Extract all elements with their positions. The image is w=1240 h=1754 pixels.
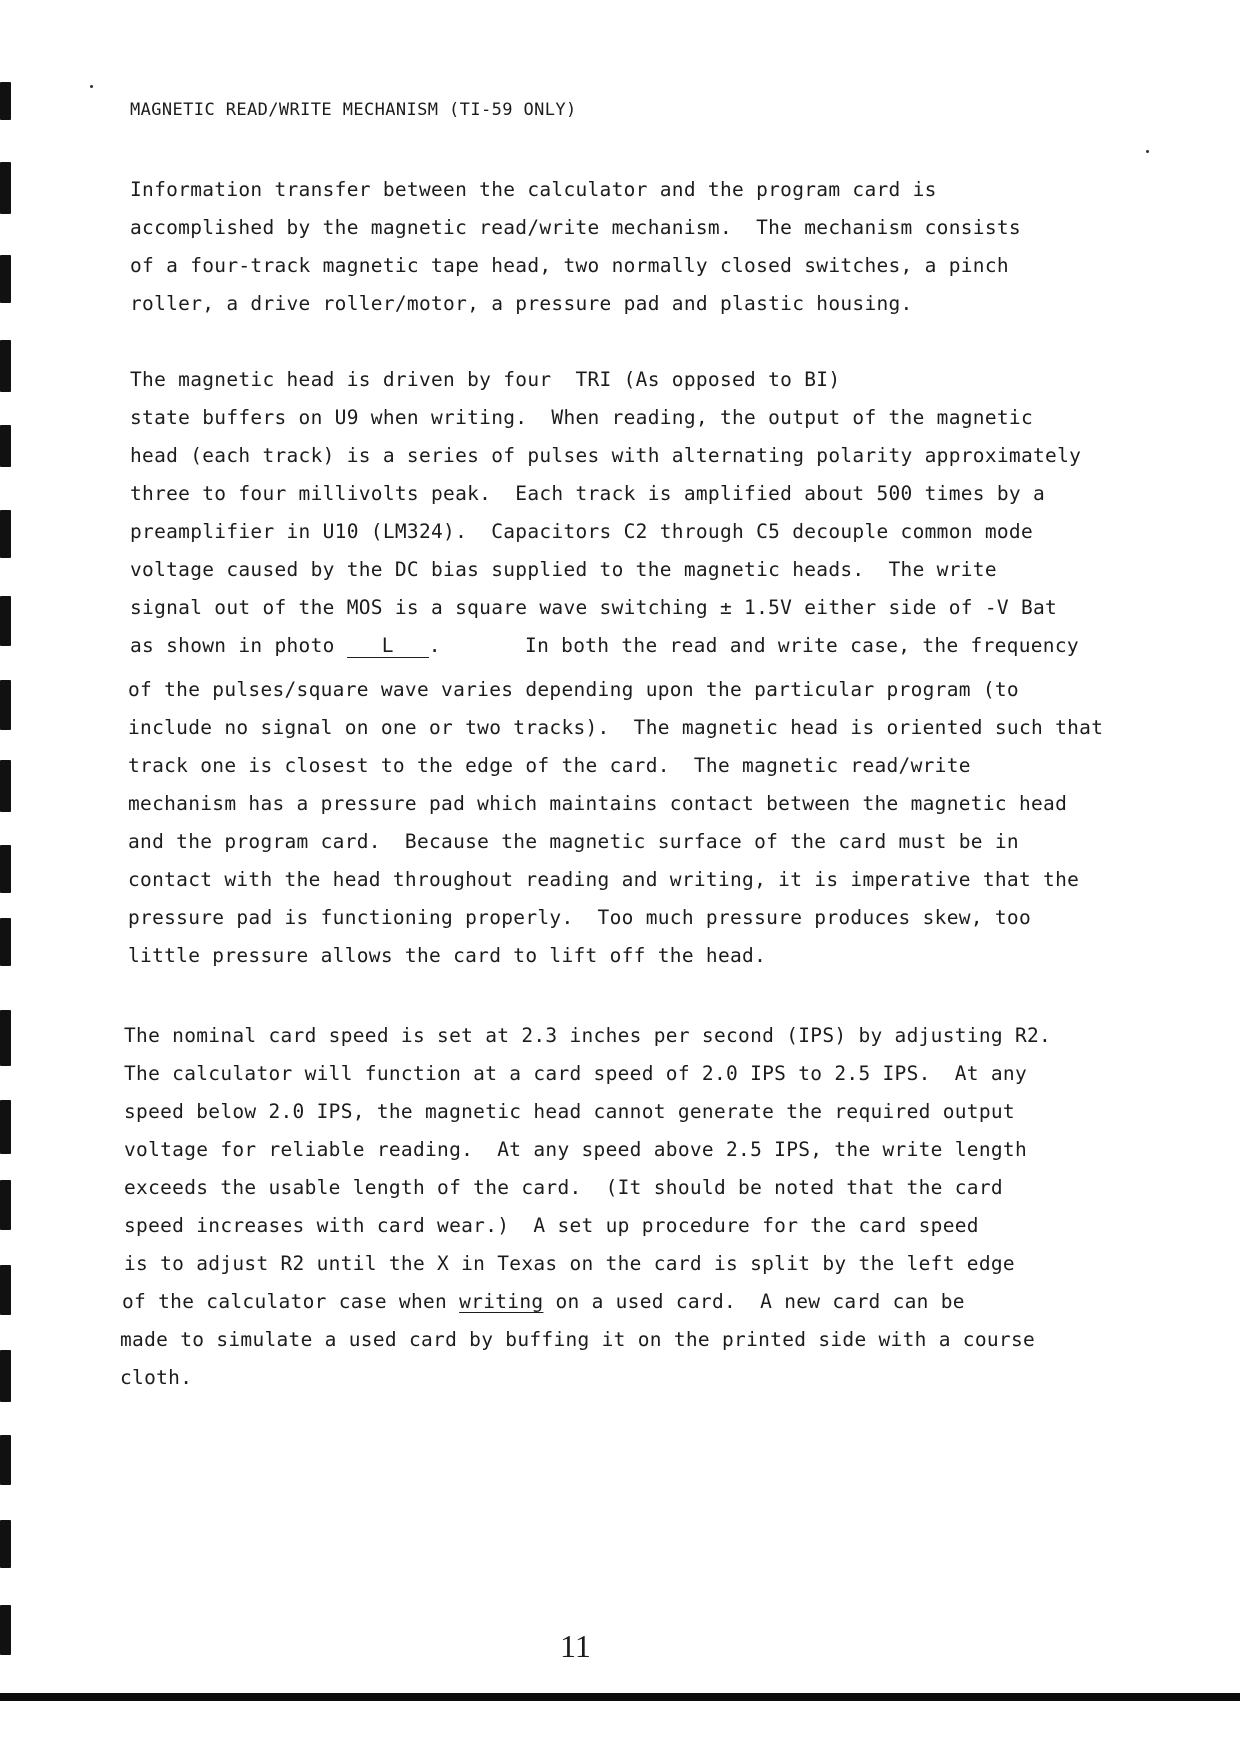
text-line: The calculator will function at a card speed of 2.0 IPS to 2.5 IPS. At any	[124, 1062, 1027, 1085]
underlined-word: writing	[459, 1290, 544, 1313]
text-line: preamplifier in U10 (LM324). Capacitors C2 through C5 decouple common mode	[130, 520, 1033, 543]
text-line: made to simulate a used card by buffing it on the printed side with a course	[120, 1328, 1036, 1351]
text-line: voltage caused by the DC bias supplied to the magnetic heads. The write	[130, 558, 997, 581]
text-fragment: . In both the read and write case, the frequency	[428, 634, 1079, 657]
binding-mark	[0, 255, 11, 303]
text-line: signal out of the MOS is a square wave switching ± 1.5V either side of -V Bat	[130, 596, 1058, 619]
text-line: include no signal on one or two tracks). The magnetic head is oriented such that	[128, 716, 1104, 739]
text-line: of the pulses/square wave varies depending upon the particular program (to	[128, 678, 1019, 701]
text-line: mechanism has a pressure pad which maintains contact between the magnetic head	[128, 792, 1068, 815]
binding-mark	[0, 1180, 11, 1230]
page-number: 11	[560, 1628, 591, 1664]
text-line: speed increases with card wear.) A set up procedure for the card speed	[124, 1214, 979, 1237]
text-line	[130, 634, 1079, 658]
speck	[90, 85, 93, 88]
binding-mark	[0, 1605, 11, 1655]
text-line: The nominal card speed is set at 2.3 inches per second (IPS) by adjusting R2.	[124, 1024, 1052, 1047]
binding-mark	[0, 510, 11, 558]
text-line: The magnetic head is driven by four TRI (As opposed to BI)	[130, 368, 841, 391]
binding-mark	[0, 162, 11, 214]
text-line: accomplished by the magnetic read/write mechanism. The mechanism consists	[130, 216, 1021, 239]
text-line: pressure pad is functioning properly. Too much pressure produces skew, too	[128, 906, 1031, 929]
binding-hole-marks	[0, 0, 14, 1754]
binding-mark	[0, 918, 11, 966]
text-line: of a four-track magnetic tape head, two normally closed switches, a pinch	[130, 254, 1009, 277]
text-line: state buffers on U9 when writing. When reading, the output of the magnetic	[130, 406, 1033, 429]
text-line: roller, a drive roller/motor, a pressure pad and plastic housing.	[130, 292, 913, 315]
photo-reference-blank: L	[347, 635, 429, 658]
text-line: track one is closest to the edge of the card. The magnetic read/write	[128, 754, 971, 777]
binding-mark	[0, 1010, 11, 1066]
text-line: head (each track) is a series of pulses with alternating polarity approximately	[130, 444, 1082, 467]
binding-mark	[0, 845, 11, 893]
text-fragment: on a used card. A new card can be	[543, 1290, 965, 1313]
text-fragment: of the calculator case when	[122, 1290, 460, 1313]
binding-mark	[0, 1520, 11, 1568]
bottom-border-rule	[0, 1693, 1240, 1701]
section-heading: MAGNETIC READ/WRITE MECHANISM (TI-59 ONLY)	[130, 100, 577, 120]
text-line: contact with the head throughout reading and writing, it is imperative that the	[128, 868, 1080, 891]
text-line: is to adjust R2 until the X in Texas on the card is split by the left edge	[124, 1252, 1015, 1275]
binding-mark	[0, 1265, 11, 1315]
text-line	[122, 1290, 965, 1313]
text-line: voltage for reliable reading. At any speed above 2.5 IPS, the write length	[124, 1138, 1027, 1161]
text-line: and the program card. Because the magnetic surface of the card must be in	[128, 830, 1019, 853]
text-line: cloth.	[120, 1366, 193, 1389]
binding-mark	[0, 82, 11, 120]
text-line: exceeds the usable length of the card. (It should be noted that the card	[124, 1176, 1003, 1199]
binding-mark	[0, 1100, 11, 1154]
text-line: three to four millivolts peak. Each track is amplified about 500 times by a	[130, 482, 1046, 505]
text-line: speed below 2.0 IPS, the magnetic head cannot generate the required output	[124, 1100, 1015, 1123]
text-fragment: as shown in photo	[130, 634, 347, 657]
binding-mark	[0, 680, 11, 730]
binding-mark	[0, 1435, 11, 1485]
binding-mark	[0, 425, 11, 467]
binding-mark	[0, 596, 11, 646]
speck	[1146, 150, 1149, 153]
binding-mark	[0, 1350, 11, 1402]
text-line: little pressure allows the card to lift off the head.	[128, 944, 767, 967]
binding-mark	[0, 760, 11, 812]
binding-mark	[0, 340, 11, 392]
text-line: Information transfer between the calculator and the program card is	[130, 178, 937, 201]
